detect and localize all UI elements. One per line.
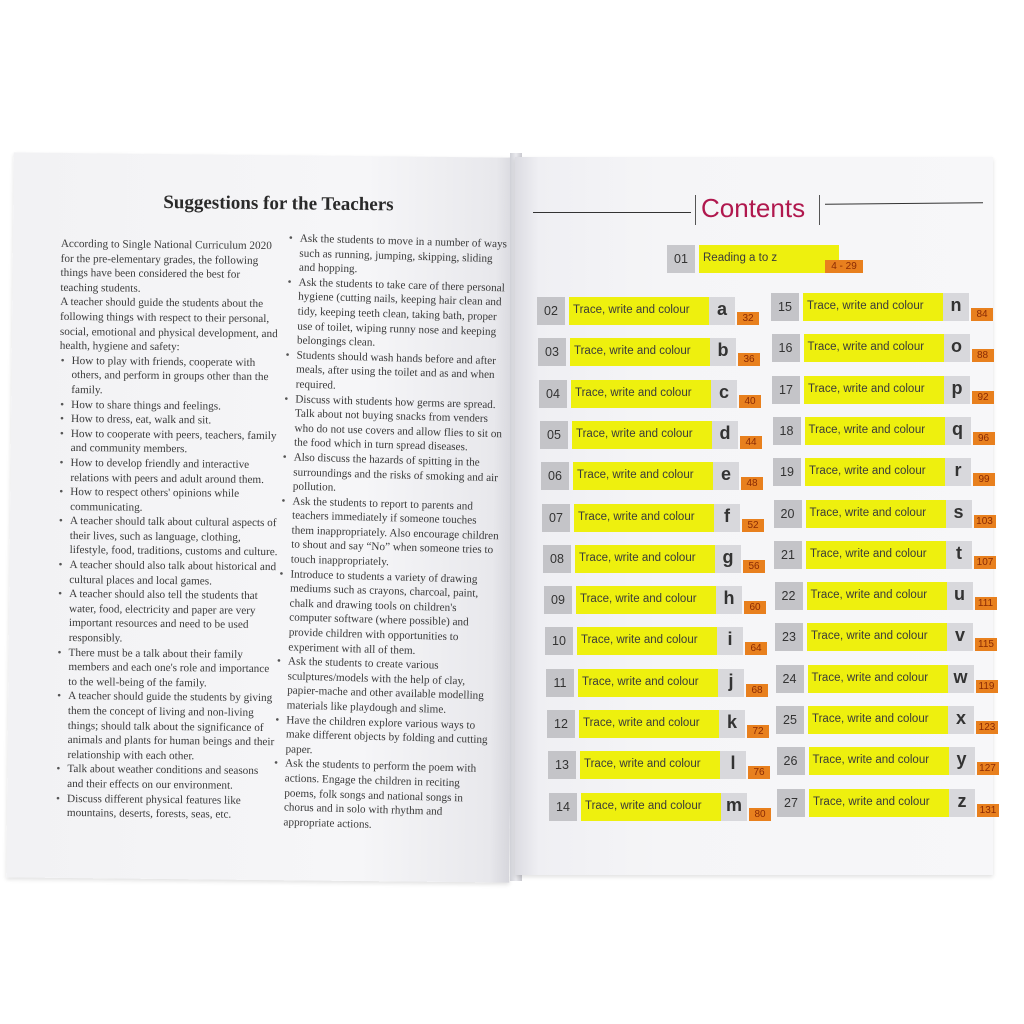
entry-page: 56 — [743, 560, 765, 573]
entry-number: 06 — [541, 462, 569, 490]
suggestion-list-b — [271, 231, 508, 835]
entry-page: 60 — [744, 601, 766, 614]
list-item: • Discuss different physical features like mountains, deserts, forests, seas, etc. — [55, 791, 275, 822]
entry-letter: f — [714, 504, 740, 532]
entry-label: Trace, write and colour — [803, 293, 943, 321]
list-item: • A teacher should also tell the students that water, food, electricity and paper are very important resources and need to be used responsibly. — [57, 587, 278, 648]
list-item: • How to play with friends, cooperate with others, and perform in groups other than the family. — [59, 354, 279, 400]
entry-page: 131 — [977, 804, 999, 817]
entry-page: 72 — [747, 725, 769, 738]
entry-page: 119 — [976, 680, 998, 693]
entry-label: Trace, write and colour — [573, 462, 713, 490]
list-item: • Ask the students to create various sculptures/models with the help of clay, papier-mache and other available modelling materials like playdough and slime. — [275, 654, 497, 718]
entry-label: Trace, write and colour — [580, 751, 720, 779]
entry-page: 64 — [745, 642, 767, 655]
entry-number: 04 — [539, 380, 567, 408]
list-item: • Talk about weather conditions and seasons and their effects on our environment. — [55, 762, 275, 793]
entry-page: 88 — [972, 349, 994, 362]
entry-number: 12 — [547, 710, 575, 738]
entry-letter: t — [946, 541, 972, 569]
list-item: • Also discuss the hazards of spitting in the surroundings and the risks of smoking and air pollution. — [281, 450, 502, 500]
entry-page: 99 — [973, 473, 995, 486]
contents-title: Contents — [701, 193, 806, 223]
entry-page: 76 — [748, 766, 770, 779]
list-item: • Ask the students to perform the poem with actions. Engage the children in reciting poems, folk songs and national songs in chorus and in solo with rhythm and appropriate actions. — [271, 756, 493, 835]
entry-number: 07 — [542, 504, 570, 532]
entry-letter: a — [709, 297, 735, 325]
entry-label: Trace, write and colour — [570, 338, 710, 366]
entry-letter: z — [949, 789, 975, 817]
entry-letter: e — [713, 462, 739, 490]
guide-paragraph: A teacher should guide the students about the following things with respect to their personal, social, emotional and physical development, and health, hygiene and safety: — [59, 296, 278, 354]
entry-label: Trace, write and colour — [805, 458, 945, 486]
entry-number: 20 — [774, 500, 802, 528]
entry-label: Trace, write and colour — [809, 789, 949, 817]
entry-letter: o — [944, 334, 970, 362]
entry-number: 10 — [545, 627, 573, 655]
list-item: • Ask the students to take care of there personal hygiene (cutting nails, keeping hair clean and tidy, keeping teeth clean, taking bath, proper use of toilet, wiping runny nose and keeping belongings clean. — [285, 275, 507, 354]
page-title: Suggestions for the Teachers — [163, 191, 394, 216]
entry-letter: c — [711, 380, 737, 408]
entry-label: Trace, write and colour — [576, 586, 716, 614]
entry-number: 19 — [773, 458, 801, 486]
list-item: • Ask the students to move in a number of ways such as running, jumping, skipping, sliding and hopping. — [287, 231, 508, 281]
entry-number: 18 — [773, 417, 801, 445]
entry-page: 52 — [742, 519, 764, 532]
header-bar-left — [695, 195, 696, 225]
entry-label: Trace, write and colour — [571, 380, 711, 408]
entry-letter: x — [948, 706, 974, 734]
entry-letter: y — [949, 747, 975, 775]
entry-letter: m — [721, 793, 747, 821]
entry-number: 25 — [776, 706, 804, 734]
entry-page: 4 - 29 — [825, 260, 863, 273]
entry-number: 05 — [540, 421, 568, 449]
right-page — [515, 157, 997, 875]
header-rule-right — [825, 202, 983, 204]
entry-label: Trace, write and colour — [577, 627, 717, 655]
list-item: • A teacher should also talk about historical and cultural places and local games. — [57, 558, 277, 589]
entry-page: 107 — [974, 556, 996, 569]
entry-label: Trace, write and colour — [805, 417, 945, 445]
entry-page: 127 — [977, 762, 999, 775]
entry-letter: p — [944, 376, 970, 404]
entry-letter: s — [946, 500, 972, 528]
column-b — [271, 231, 508, 835]
list-item: • How to share things and feelings. — [59, 397, 279, 414]
entry-page: 44 — [740, 436, 762, 449]
entry-letter: b — [710, 338, 736, 366]
entry-label: Trace, write and colour — [806, 500, 946, 528]
entry-label: Trace, write and colour — [574, 504, 714, 532]
entry-page: 92 — [972, 391, 994, 404]
entry-page: 48 — [741, 477, 763, 490]
entry-page: 36 — [738, 353, 760, 366]
entry-letter: u — [947, 582, 973, 610]
entry-label: Trace, write and colour — [804, 376, 944, 404]
entry-label: Trace, write and colour — [807, 623, 947, 651]
entry-label: Trace, write and colour — [579, 710, 719, 738]
entry-number: 08 — [543, 545, 571, 573]
entry-number: 13 — [548, 751, 576, 779]
entry-number: 09 — [544, 586, 572, 614]
list-item: • How to dress, eat, walk and sit. — [59, 412, 279, 429]
list-item: • A teacher should talk about cultural aspects of their lives, such as language, clothing, lifestyle, food, traditions, customs and culture. — [58, 514, 278, 560]
suggestion-list-a — [55, 354, 280, 823]
intro-paragraph: According to Single National Curriculum 2020 for the pre-elementary grades, the following things have been considered the best for teaching students. — [60, 237, 272, 295]
contents-header — [515, 191, 993, 231]
entry-number: 11 — [546, 669, 574, 697]
header-rule-left — [533, 212, 691, 213]
entry-label: Trace, write and colour — [809, 747, 949, 775]
entry-number: 15 — [771, 293, 799, 321]
list-item: • How to cooperate with peers, teachers, family and community members. — [59, 427, 279, 458]
entry-letter: g — [715, 545, 741, 573]
entry-number: 27 — [777, 789, 805, 817]
entry-page: 111 — [975, 597, 997, 610]
list-item: • How to respect others' opinions while communicating. — [58, 485, 278, 516]
entry-number: 23 — [775, 623, 803, 651]
entry-label: Trace, write and colour — [578, 669, 718, 697]
list-item: • How to develop friendly and interactive relations with peers and adult around them. — [58, 456, 278, 487]
open-book — [10, 145, 1014, 880]
entry-label: Trace, write and colour — [804, 334, 944, 362]
entry-page: 80 — [749, 808, 771, 821]
entry-letter: w — [948, 665, 974, 693]
entry-page: 68 — [746, 684, 768, 697]
entry-label: Trace, write and colour — [581, 793, 721, 821]
list-item: • Ask the students to report to parents and teachers immediately if someone touches them inappropriately. Also encourage children to shout and say “No” when someone tries to touch inappropriately. — [279, 494, 501, 573]
entry-number: 14 — [549, 793, 577, 821]
entry-page: 103 — [974, 515, 996, 528]
list-item: • Introduce to students a variety of drawing mediums such as crayons, charcoal, paint, chalk and drawing tools on children's computer software (where possible) and provide children with opportunities to experiment with all of them. — [276, 567, 498, 661]
entry-number: 17 — [772, 376, 800, 404]
entry-label: Trace, write and colour — [807, 582, 947, 610]
list-item: • There must be a talk about their family members and each one's role and importance to the well-being of the family. — [56, 645, 276, 691]
entry-number: 02 — [537, 297, 565, 325]
entry-page: 115 — [975, 638, 997, 651]
entry-letter: r — [945, 458, 971, 486]
entry-number: 21 — [774, 541, 802, 569]
entry-page: 96 — [973, 432, 995, 445]
list-item: • Discuss with students how germs are spread. Talk about not buying snacks from venders who do not use covers and allow flies to sit on the food which in turn spread diseases. — [282, 392, 504, 456]
entry-letter: v — [947, 623, 973, 651]
entry-label: Trace, write and colour — [806, 541, 946, 569]
entry-page: 40 — [739, 395, 761, 408]
entry-label: Trace, write and colour — [572, 421, 712, 449]
entry-letter: h — [716, 586, 742, 614]
entry-number: 22 — [775, 582, 803, 610]
entry-label: Trace, write and colour — [808, 665, 948, 693]
column-a — [55, 237, 281, 823]
entry-page: 32 — [737, 312, 759, 325]
entry-label: Reading a to z — [699, 245, 839, 273]
entry-number: 16 — [772, 334, 800, 362]
entry-page: 84 — [971, 308, 993, 321]
list-item: • Students should wash hands before and after meals, after using the toilet and as and when required. — [284, 348, 505, 398]
entry-letter: d — [712, 421, 738, 449]
entry-page: 123 — [976, 721, 998, 734]
entry-label: Trace, write and colour — [569, 297, 709, 325]
entry-number: 01 — [667, 245, 695, 273]
left-page — [6, 152, 517, 882]
entry-letter: j — [718, 669, 744, 697]
entry-letter: n — [943, 293, 969, 321]
list-item: • Have the children explore various ways to make different objects by folding and cutting paper. — [273, 713, 494, 763]
entry-letter: k — [719, 710, 745, 738]
header-bar-right — [819, 195, 820, 225]
entry-letter: l — [720, 751, 746, 779]
entry-letter: q — [945, 417, 971, 445]
entry-label: Trace, write and colour — [808, 706, 948, 734]
entry-label: Trace, write and colour — [575, 545, 715, 573]
entry-number: 24 — [776, 665, 804, 693]
entry-letter: i — [717, 627, 743, 655]
list-item: • A teacher should guide the students by giving them the concept of living and non-living things; should talk about the significance of animals and plants for human beings and their relationship with each other. — [55, 689, 276, 764]
entry-number: 26 — [777, 747, 805, 775]
entry-number: 03 — [538, 338, 566, 366]
